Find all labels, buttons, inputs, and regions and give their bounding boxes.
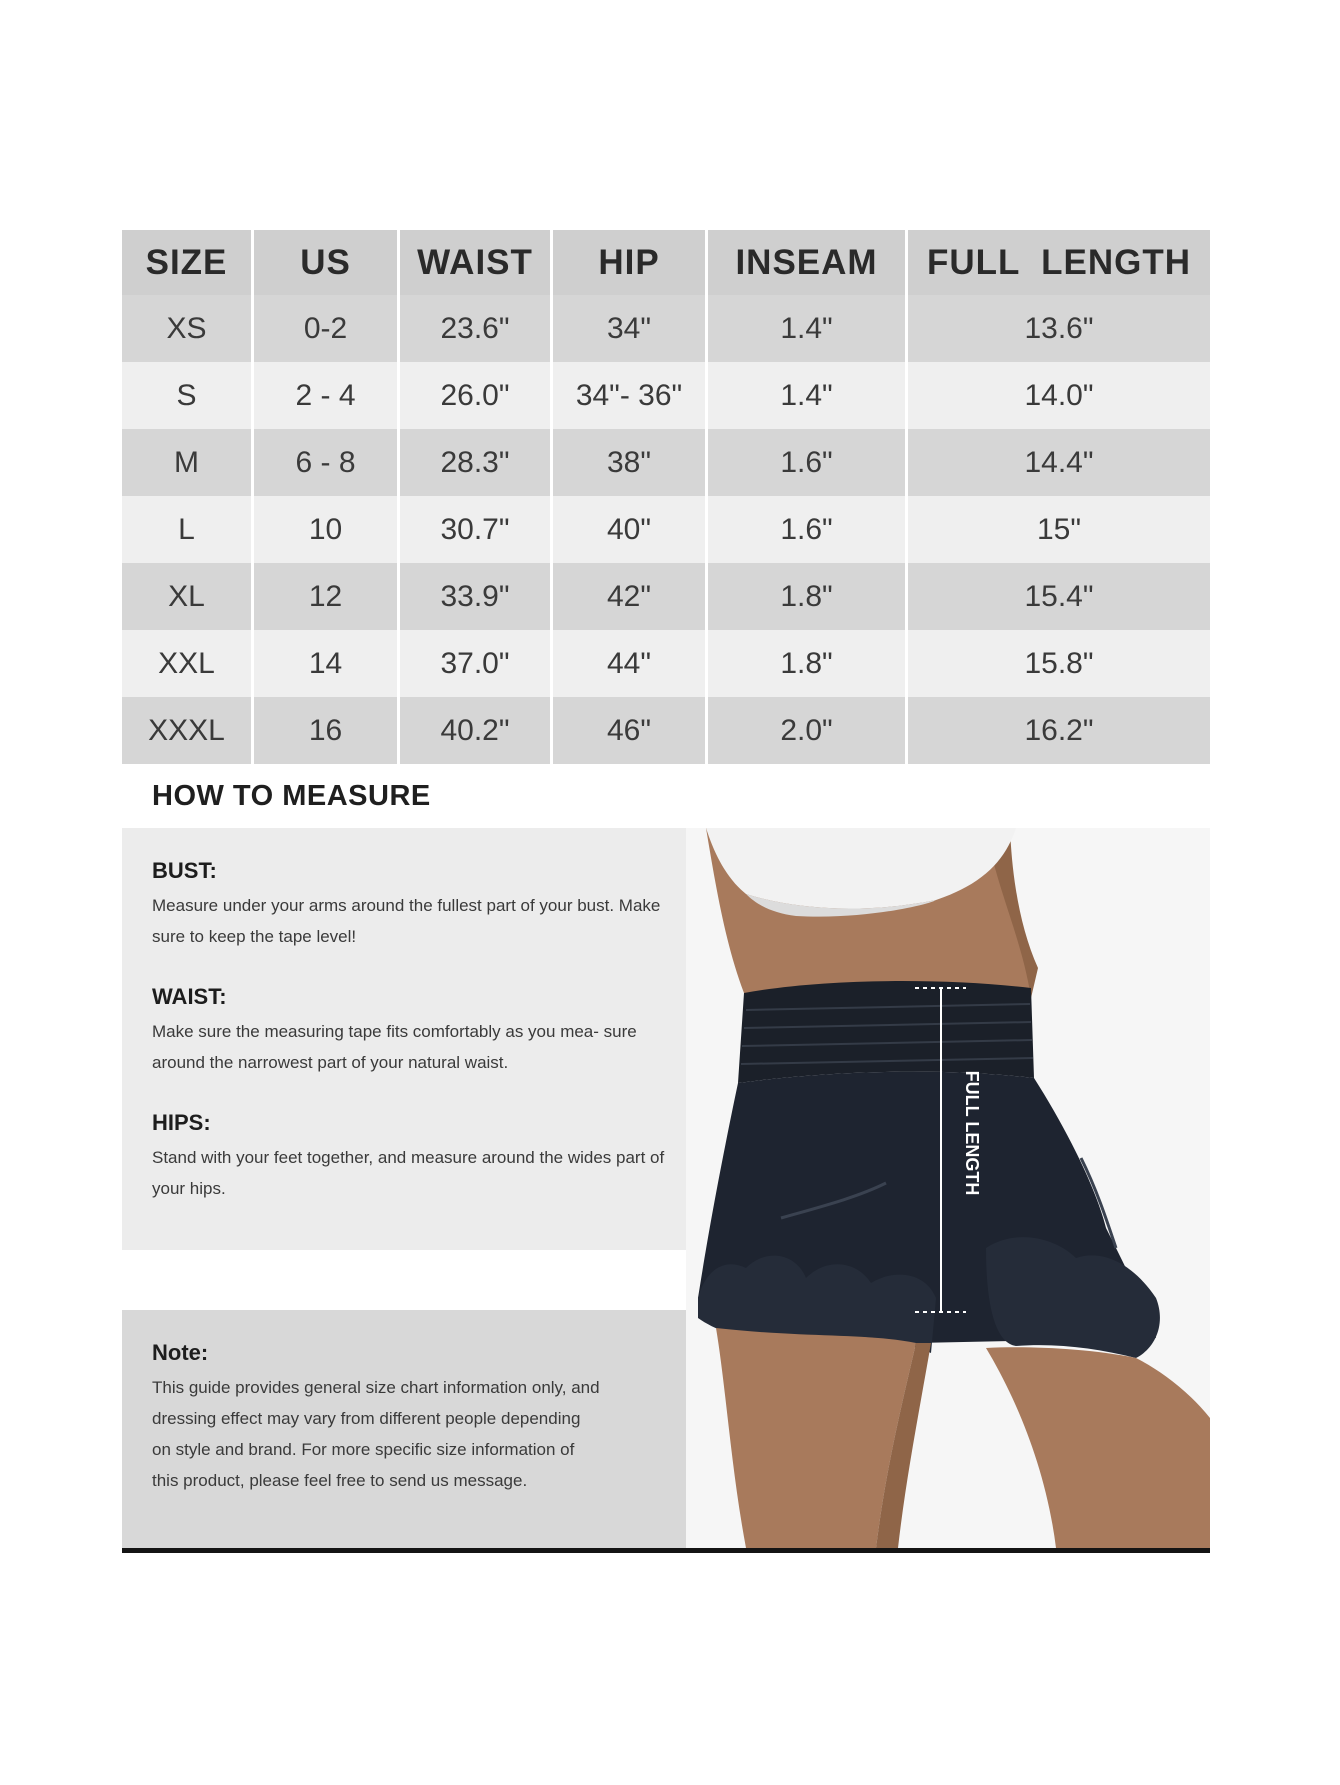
size-chart-table — [122, 230, 1210, 764]
cell-us: 10 — [254, 496, 400, 563]
cell-us: 2 - 4 — [254, 362, 400, 429]
cell-us: 12 — [254, 563, 400, 630]
table-row — [122, 295, 1210, 362]
cell-us: 16 — [254, 697, 400, 764]
cell-size: XXL — [122, 630, 254, 697]
cell-waist: 23.6" — [400, 295, 553, 362]
cell-us: 14 — [254, 630, 400, 697]
cell-full-length: 15.4" — [908, 563, 1210, 630]
cell-hip: 34"- 36" — [553, 362, 708, 429]
cell-waist: 33.9" — [400, 563, 553, 630]
hips-instruction — [152, 1110, 712, 1204]
cell-size: XS — [122, 295, 254, 362]
note-title: Note: — [152, 1340, 209, 1365]
how-to-measure-title: HOW TO MEASURE — [152, 780, 431, 812]
cell-inseam: 1.4" — [708, 295, 908, 362]
cell-inseam: 2.0" — [708, 697, 908, 764]
cell-full-length: 14.4" — [908, 429, 1210, 496]
cell-waist: 28.3" — [400, 429, 553, 496]
cell-full-length: 13.6" — [908, 295, 1210, 362]
note-text: This guide provides general size chart information only, and dressing effect may vary from different people depending on style and brand. For more specific size information of this product, please feel free to send us message. — [152, 1378, 600, 1490]
table-row — [122, 630, 1210, 697]
cell-full-length: 15.8" — [908, 630, 1210, 697]
table-row — [122, 697, 1210, 764]
waist-instruction — [152, 984, 712, 1078]
cell-hip: 42" — [553, 563, 708, 630]
cell-waist: 26.0" — [400, 362, 553, 429]
bust-title: BUST: — [152, 858, 217, 883]
table-header-row — [122, 230, 1210, 295]
full-length-label: FULL LENGTH — [962, 1070, 982, 1196]
cell-us: 0-2 — [254, 295, 400, 362]
cell-inseam: 1.4" — [708, 362, 908, 429]
cell-inseam: 1.6" — [708, 496, 908, 563]
table-row — [122, 496, 1210, 563]
cell-us: 6 - 8 — [254, 429, 400, 496]
header-inseam: INSEAM — [708, 230, 908, 295]
table-row — [122, 429, 1210, 496]
cell-inseam: 1.6" — [708, 429, 908, 496]
table-row — [122, 563, 1210, 630]
waist-text: Make sure the measuring tape fits comfortably as you mea- sure around the narrowest part of your natural waist. — [152, 1022, 637, 1072]
cell-size: M — [122, 429, 254, 496]
cell-waist: 37.0" — [400, 630, 553, 697]
model-photo — [686, 828, 1210, 1548]
note-block — [152, 1340, 612, 1496]
cell-waist: 30.7" — [400, 496, 553, 563]
cell-hip: 46" — [553, 697, 708, 764]
bust-instruction — [152, 858, 712, 952]
waist-title: WAIST: — [152, 984, 227, 1009]
bottom-divider — [122, 1548, 1210, 1553]
cell-hip: 40" — [553, 496, 708, 563]
cell-inseam: 1.8" — [708, 563, 908, 630]
table-row — [122, 362, 1210, 429]
cell-inseam: 1.8" — [708, 630, 908, 697]
header-hip: HIP — [553, 230, 708, 295]
cell-hip: 34" — [553, 295, 708, 362]
cell-full-length: 16.2" — [908, 697, 1210, 764]
note-panel — [122, 1310, 742, 1550]
header-full-length: FULL LENGTH — [908, 230, 1210, 295]
model-shorts-illustration — [686, 828, 1210, 1548]
cell-hip: 38" — [553, 429, 708, 496]
hips-text: Stand with your feet together, and measure around the wides part of your hips. — [152, 1148, 665, 1198]
cell-size: L — [122, 496, 254, 563]
cell-waist: 40.2" — [400, 697, 553, 764]
cell-full-length: 14.0" — [908, 362, 1210, 429]
measure-instructions-panel — [122, 828, 702, 1250]
cell-size: S — [122, 362, 254, 429]
header-us: US — [254, 230, 400, 295]
bust-text: Measure under your arms around the fullest part of your bust. Make sure to keep the tape level! — [152, 896, 661, 946]
hips-title: HIPS: — [152, 1110, 211, 1135]
cell-full-length: 15" — [908, 496, 1210, 563]
cell-hip: 44" — [553, 630, 708, 697]
cell-size: XXXL — [122, 697, 254, 764]
header-size: SIZE — [122, 230, 254, 295]
cell-size: XL — [122, 563, 254, 630]
header-waist: WAIST — [400, 230, 553, 295]
